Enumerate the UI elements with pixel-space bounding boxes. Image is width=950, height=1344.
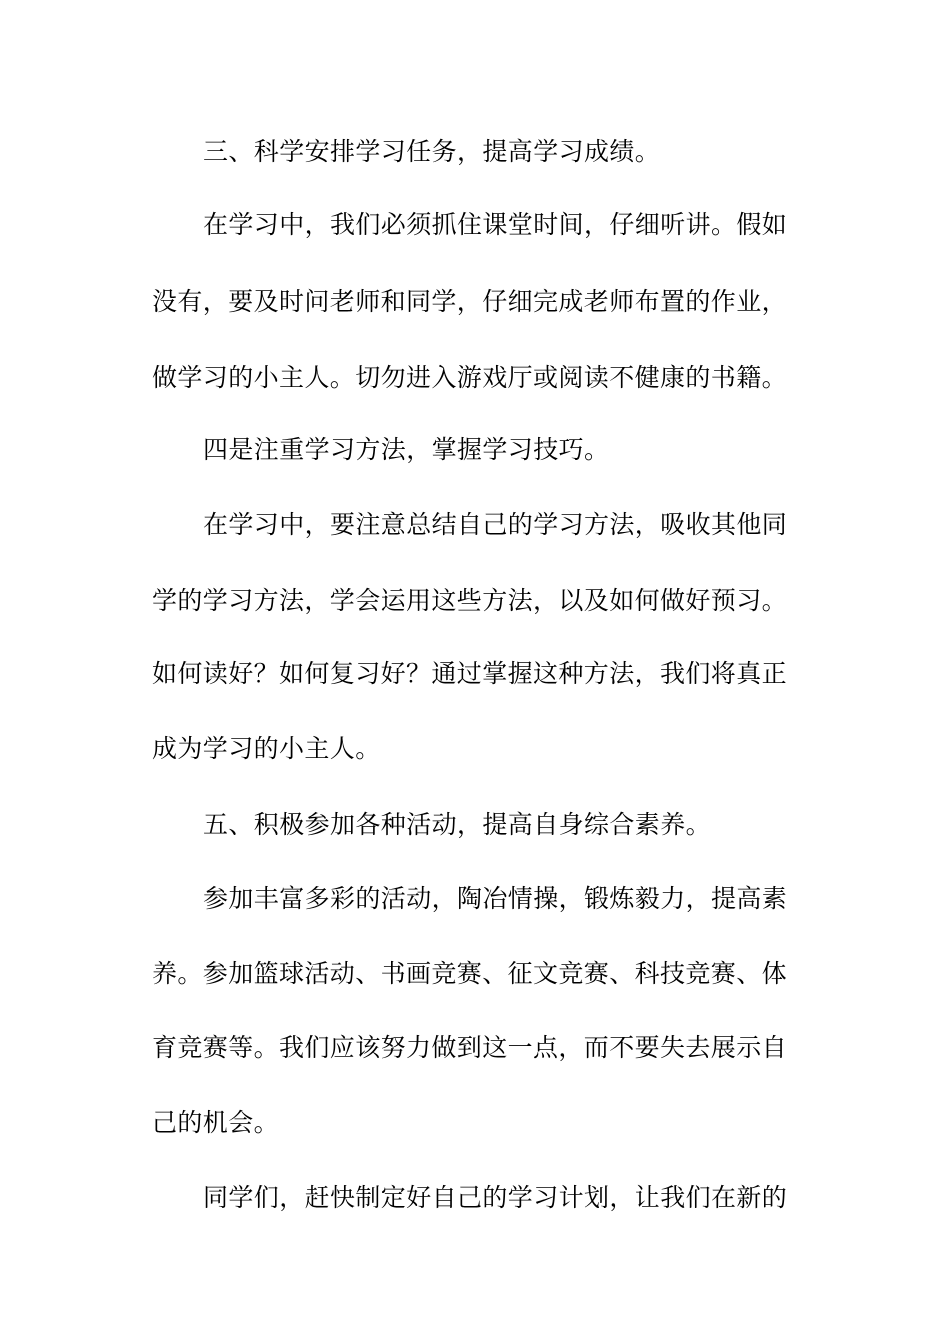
paragraph-line: 没有，要及时问老师和同学，仔细完成老师布置的作业， — [152, 287, 788, 316]
paragraph-line: 在学习中，要注意总结自己的学习方法，吸收其他同 — [203, 510, 788, 539]
paragraph-line: 如何读好？如何复习好？通过掌握这种方法，我们将真正 — [152, 659, 788, 688]
paragraph-line: 学的学习方法，学会运用这些方法，以及如何做好预习。 — [152, 586, 788, 615]
paragraph-line: 参加丰富多彩的活动，陶冶情操，锻炼毅力，提高素 — [203, 884, 788, 913]
paragraph-line: 成为学习的小主人。 — [152, 734, 381, 763]
paragraph-line: 己的机会。 — [152, 1108, 280, 1137]
section-heading-three: 三、科学安排学习任务，提高学习成绩。 — [203, 137, 661, 166]
section-heading-five: 五、积极参加各种活动，提高自身综合素养。 — [203, 810, 712, 839]
paragraph-line: 育竞赛等。我们应该努力做到这一点，而不要失去展示自 — [152, 1033, 788, 1062]
paragraph-line: 做学习的小主人。切勿进入游戏厅或阅读不健康的书籍。 — [152, 363, 788, 392]
paragraph-line: 养。参加篮球活动、书画竞赛、征文竞赛、科技竞赛、体 — [152, 959, 788, 988]
paragraph-line: 在学习中，我们必须抓住课堂时间，仔细听讲。假如 — [203, 210, 788, 239]
section-heading-four: 四是注重学习方法，掌握学习技巧。 — [203, 435, 610, 464]
paragraph-line: 同学们，赶快制定好自己的学习计划，让我们在新的 — [203, 1183, 788, 1212]
